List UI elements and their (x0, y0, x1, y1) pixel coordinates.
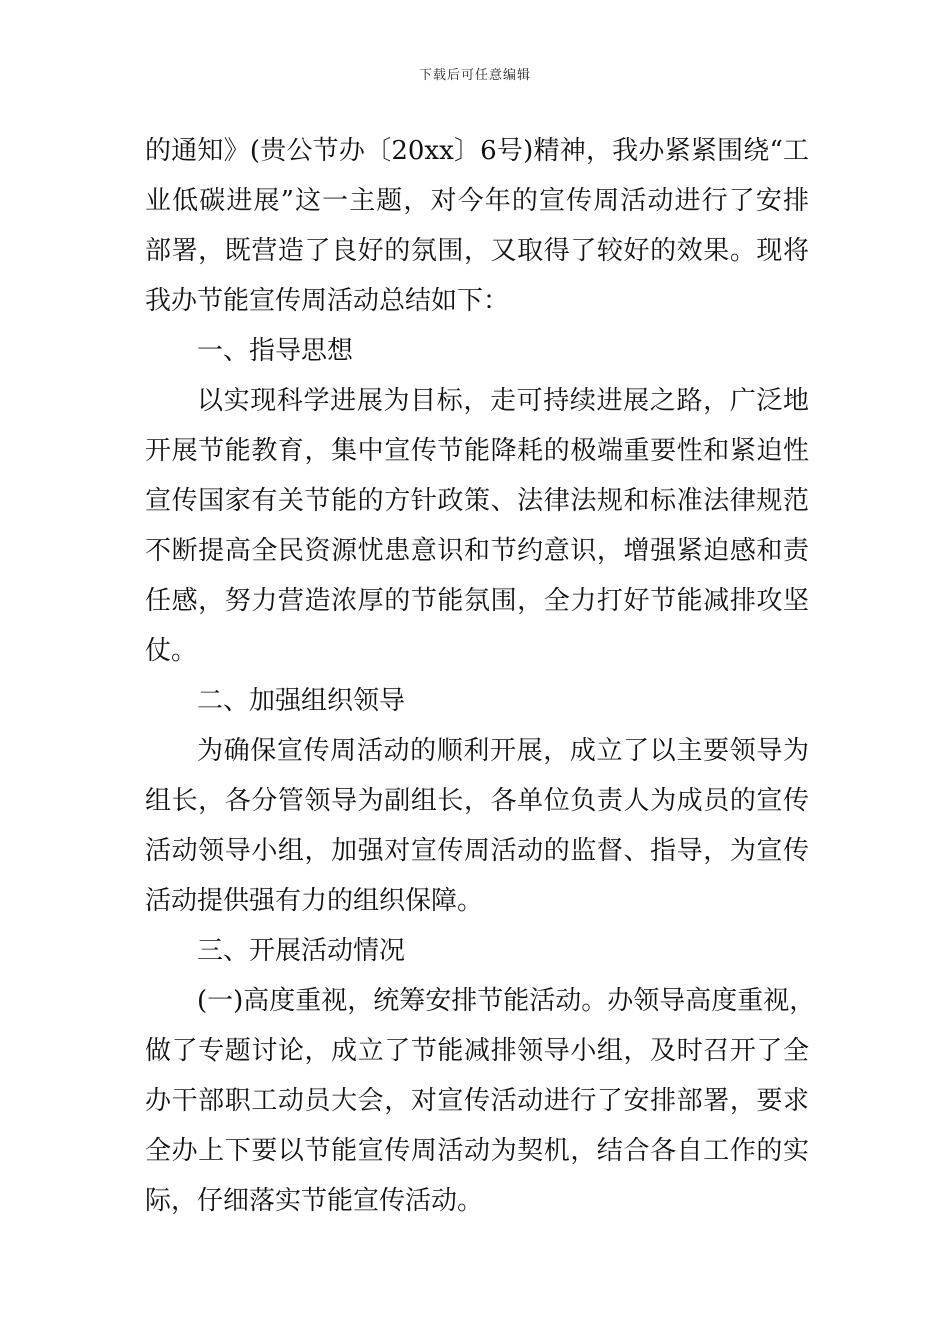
heading-line: 三、开展活动情况 (197, 936, 406, 966)
section-heading-activities (145, 926, 809, 976)
heading-line: 二、加强组织领导 (197, 686, 406, 716)
paragraph-intro (145, 126, 809, 326)
text-line: 宣传国家有关节能的方针政策、法律法规和标准法律规范 (145, 486, 809, 516)
text-line: 部署，既营造了良好的氛围，又取得了较好的效果。现将 (145, 236, 809, 266)
text-line: 组长，各分管领导为副组长，各单位负责人为成员的宣传 (145, 786, 809, 816)
paragraph-organization (145, 726, 809, 926)
heading-line: 一、指导思想 (197, 336, 354, 366)
text-line: 办干部职工动员大会，对宣传活动进行了安排部署，要求 (145, 1086, 809, 1116)
page-header-note: 下载后可任意编辑 (418, 68, 531, 83)
text-line: 全办上下要以节能宣传周活动为契机，结合各自工作的实 (145, 1136, 809, 1166)
text-line: 不断提高全民资源忧患意识和节约意识，增强紧迫感和责 (145, 536, 809, 566)
document-body (145, 126, 816, 1226)
paragraph-guiding-thought (145, 376, 809, 676)
text-line: 以实现科学进展为目标，走可持续进展之路，广泛地 (197, 386, 809, 416)
text-line: 业低碳进展”这一主题，对今年的宣传周活动进行了安排 (145, 186, 809, 216)
section-heading-organization (145, 676, 809, 726)
text-line: 仗。 (145, 636, 198, 666)
text-line: 为确保宣传周活动的顺利开展，成立了以主要领导为 (197, 736, 809, 766)
text-line: 做了专题讨论，成立了节能减排领导小组，及时召开了全 (145, 1036, 809, 1066)
text-line: 我办节能宣传周活动总结如下： (145, 286, 510, 316)
text-line: (一)高度重视，统筹安排节能活动。办领导高度重视， (197, 986, 816, 1016)
text-line: 际，仔细落实节能宣传活动。 (145, 1186, 484, 1216)
text-line: 的通知》(贵公节办〔20xx〕6号)精神，我办紧紧围绕“工 (145, 136, 809, 166)
text-line: 活动提供强有力的组织保障。 (145, 886, 484, 916)
text-line: 任感，努力营造浓厚的节能氛围，全力打好节能减排攻坚 (145, 586, 809, 616)
text-line: 活动领导小组，加强对宣传周活动的监督、指导，为宣传 (145, 836, 809, 866)
paragraph-activities (145, 976, 816, 1226)
text-line: 开展节能教育，集中宣传节能降耗的极端重要性和紧迫性 (145, 436, 809, 466)
section-heading-guiding-thought (145, 326, 809, 376)
